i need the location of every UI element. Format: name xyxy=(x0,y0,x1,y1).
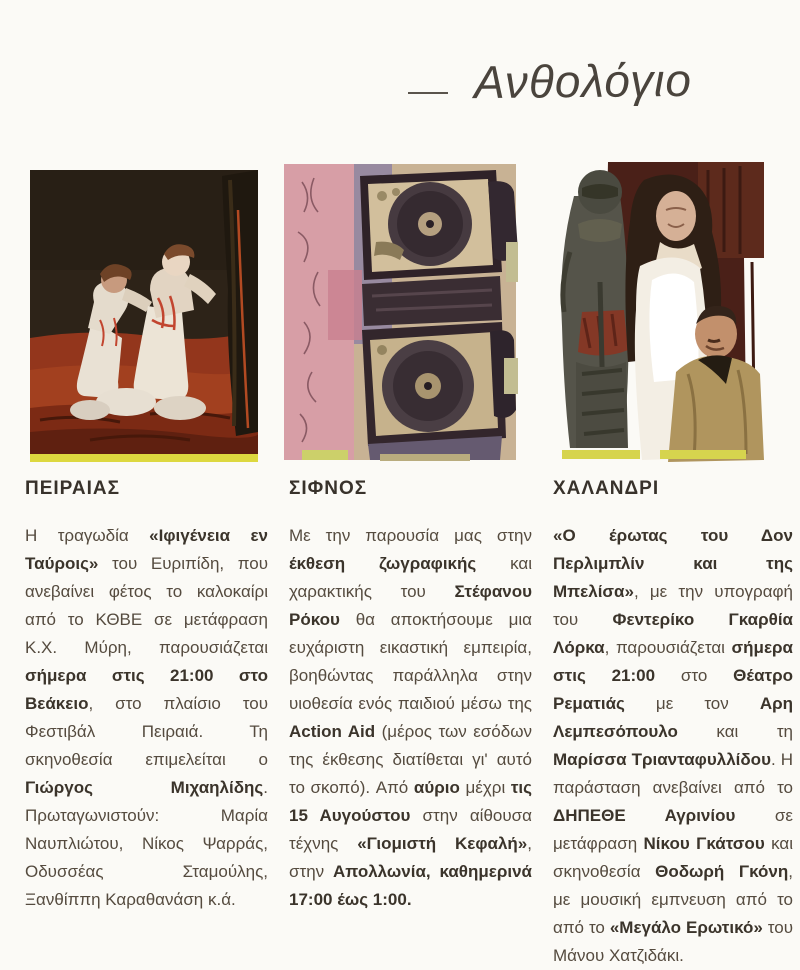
text-segment: Με την παρουσία μας στην xyxy=(289,526,532,545)
text-segment: «Ιφιγένεια εν Ταύροις» xyxy=(25,526,268,573)
text-segment: στο xyxy=(655,666,734,685)
text-segment: μέχρι xyxy=(459,778,511,797)
text-segment: Action Aid xyxy=(289,722,376,741)
text-segment: σήμερα στις 21:00 xyxy=(553,638,793,685)
text-segment: Φεντερίκο Γκαρθία Λόρκα xyxy=(553,610,793,657)
text-segment: «Ο έρωτας του Δον Περλιμπλίν και της Μπελίσα» xyxy=(553,526,793,601)
text-segment: «Μεγάλο Ερωτικό» xyxy=(609,918,763,937)
article-city-chalandri: ΧΑΛΑΝΔΡΙ xyxy=(553,478,660,499)
text-segment: αύριο xyxy=(413,778,460,797)
text-segment: , παρουσιάζεται xyxy=(604,638,732,657)
text-segment: «Γιομιστή Κεφαλή» xyxy=(357,834,528,853)
masthead-dash xyxy=(408,92,448,94)
text-segment: Η τραγωδία xyxy=(25,526,150,545)
article-city-sifnos: ΣΙΦΝΟΣ xyxy=(289,478,368,499)
text-segment: τις 15 Αυγούστου xyxy=(289,778,532,825)
text-segment: και σκηνοθεσία xyxy=(553,834,793,881)
text-segment: , με μουσική εμπνευση από το από το xyxy=(553,862,793,937)
text-segment: Θοδωρή Γκόνη xyxy=(655,862,789,881)
theater-stage-illustration xyxy=(30,170,258,462)
text-segment: και τη xyxy=(677,722,793,741)
text-segment: του Ευριπίδη, που ανεβαίνει φέτος το καλοκαίρι από το ΚΘΒΕ σε μετάφραση Κ.Χ. Μύρη, παρουσιάζεται xyxy=(25,554,268,657)
theater-stage-photo xyxy=(25,156,268,462)
section-masthead xyxy=(0,53,693,109)
section-title: Ανθολόγιο xyxy=(473,53,693,109)
text-segment: ΔΗΠΕΘΕ Αγρινίου xyxy=(553,806,736,825)
article-piraeus xyxy=(25,156,268,970)
text-segment: και χαρακτικής του xyxy=(289,554,532,601)
article-city-piraeus: ΠΕΙΡΑΙΑΣ xyxy=(25,478,121,499)
text-segment: σε μετάφραση xyxy=(553,806,793,853)
actors-armor-photo xyxy=(548,156,793,462)
text-segment: θα αποκτήσουμε μια ευχάριστη εικαστική εμπειρία, βοηθώντας παράλληλα στην υιοθεσία ενός παιδιού μέσω της xyxy=(289,610,532,713)
text-segment: Στέφανου Ρόκου xyxy=(289,582,532,629)
record-players-artwork-illustration xyxy=(284,162,518,462)
text-segment: Αρη Λεμπεσόπουλο xyxy=(553,694,793,741)
text-segment: Απολλωνία, καθημερινά 17:00 έως 1:00. xyxy=(289,862,532,909)
text-segment: σήμερα στις 21:00 στο Βεάκειο xyxy=(25,666,268,713)
text-segment: Γιώργος Μιχαηλίδης xyxy=(25,778,264,797)
text-segment: , στο πλαίσιο του Φεστιβάλ Πειραιά. Τη σκηνοθεσία επιμελείται ο xyxy=(25,694,268,769)
text-segment: έκθεση ζωγραφικής xyxy=(289,554,477,573)
article-body-piraeus xyxy=(25,522,268,914)
actors-and-armor-illustration xyxy=(548,162,764,462)
article-chalandri xyxy=(553,156,793,970)
article-body-chalandri xyxy=(553,522,793,970)
text-segment: Νίκου Γκάτσου xyxy=(643,834,765,853)
article-sifnos xyxy=(289,156,532,970)
text-segment: , με την υπογραφή του xyxy=(553,582,793,629)
text-segment: του Μάνου Χατζιδάκι. xyxy=(553,918,793,965)
article-body-sifnos xyxy=(289,522,532,914)
text-segment: Μαρίσσα Τριανταφυλλίδου xyxy=(553,750,771,769)
text-segment: , στην xyxy=(289,834,533,881)
text-segment: . Πρωταγωνιστούν: Μαρία Ναυπλιώτου, Νίκος Ψαρράς, Οδυσσέας Σταμούλης, Ξανθίππη Καραθανάση κ.ά. xyxy=(25,778,268,909)
text-segment: Θέατρο Ρεματιάς xyxy=(553,666,794,713)
text-segment: (μέρος των εσόδων της έκθεσης διατίθεται γι' αυτό το σκοπό). Από xyxy=(289,722,532,797)
text-segment: . Η παράσταση ανεβαίνει από το xyxy=(553,750,793,797)
articles-grid xyxy=(25,156,793,970)
text-segment: στην αίθουσα τέχνης xyxy=(289,806,532,853)
artwork-photo xyxy=(284,156,532,462)
text-segment: με τον xyxy=(624,694,760,713)
